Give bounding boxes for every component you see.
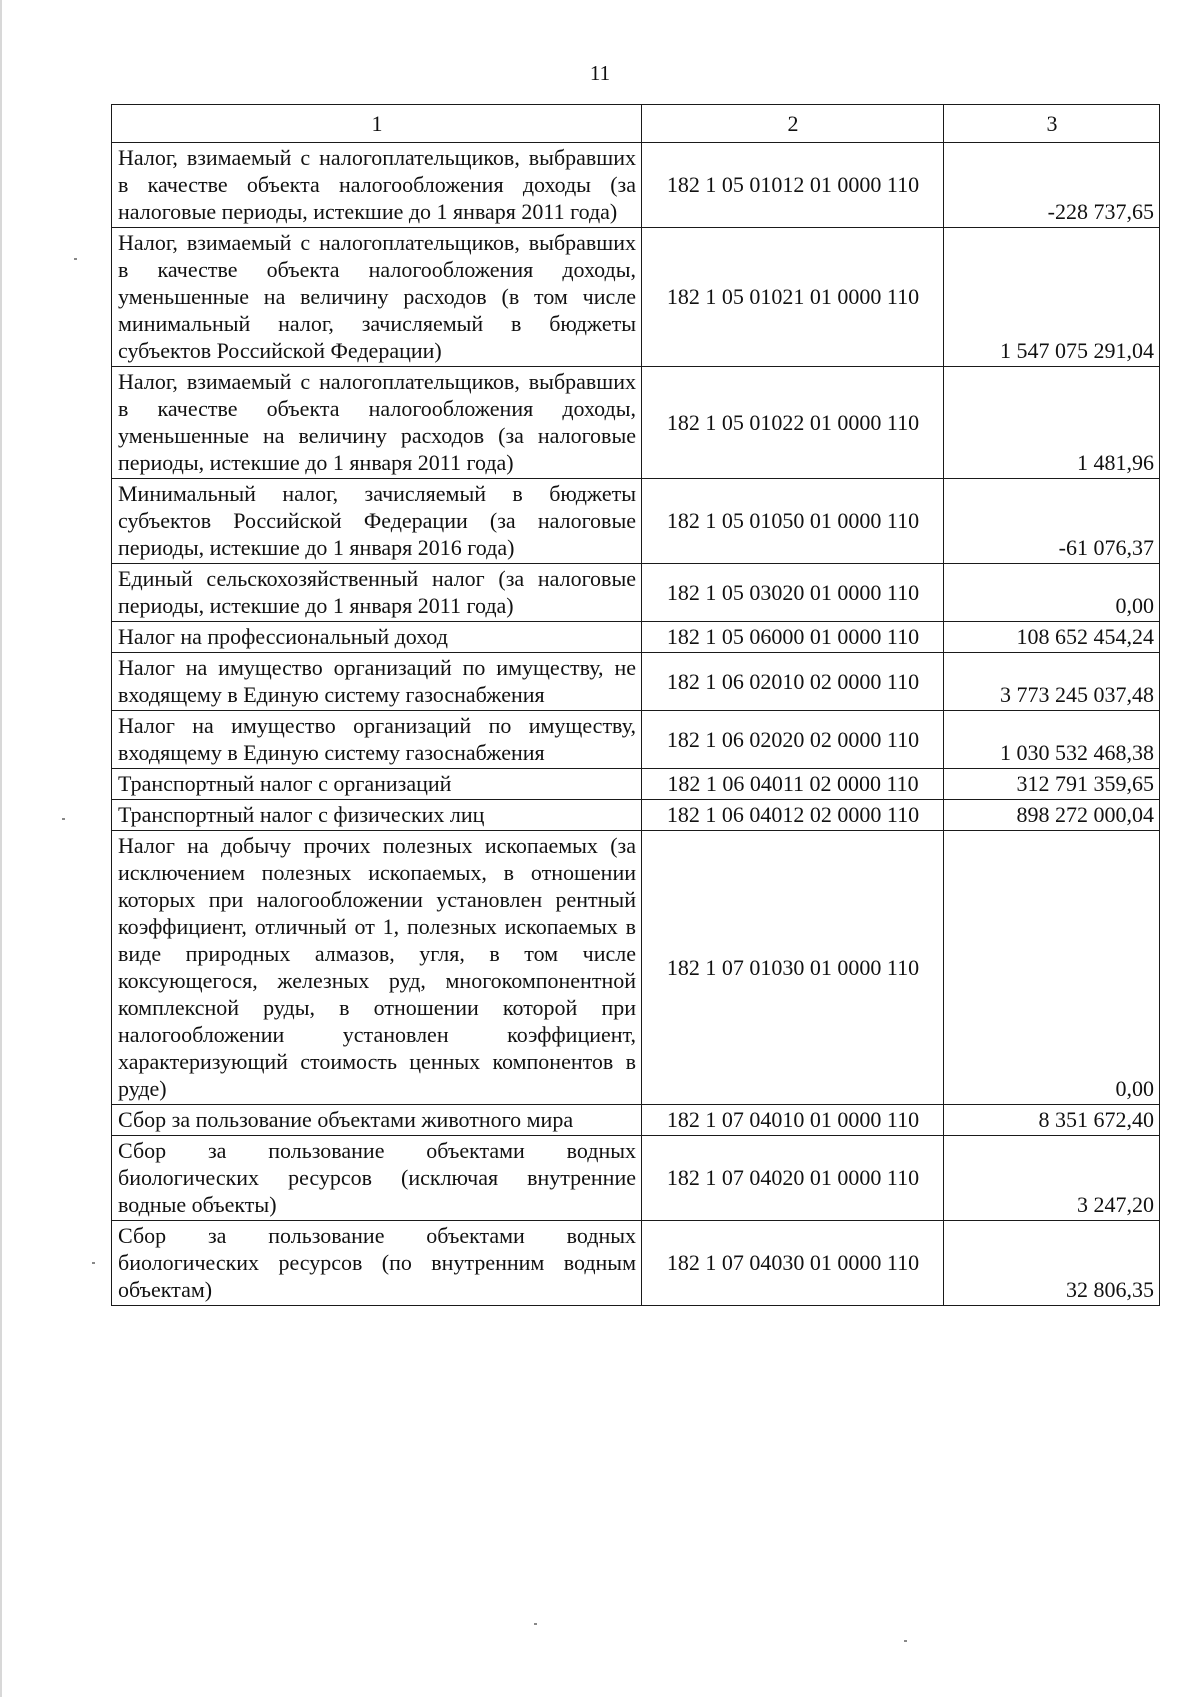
row-amount: 898 272 000,04 (944, 800, 1160, 831)
row-code: 182 1 07 04010 01 0000 110 (642, 1105, 944, 1136)
row-code: 182 1 06 04011 02 0000 110 (642, 769, 944, 800)
row-code: 182 1 05 01012 01 0000 110 (642, 143, 944, 228)
row-name: Транспортный налог с физических лиц (112, 800, 642, 831)
row-amount: 32 806,35 (944, 1221, 1160, 1306)
header-col-1: 1 (112, 105, 642, 143)
row-code: 182 1 07 04020 01 0000 110 (642, 1136, 944, 1221)
row-amount: 1 547 075 291,04 (944, 228, 1160, 367)
scan-left-edge (0, 0, 2, 1697)
row-amount: 0,00 (944, 831, 1160, 1105)
scan-speck (904, 1640, 907, 1642)
row-amount: 3 773 245 037,48 (944, 653, 1160, 711)
table-row (112, 367, 1160, 479)
scan-speck (534, 1623, 537, 1625)
table-row (112, 800, 1160, 831)
table-row (112, 1136, 1160, 1221)
row-name: Минимальный налог, зачисляемый в бюджеты субъектов Российской Федерации (за налоговые периоды, истекшие до 1 января 2016 года) (112, 479, 642, 564)
row-code: 182 1 06 04012 02 0000 110 (642, 800, 944, 831)
row-code: 182 1 05 01022 01 0000 110 (642, 367, 944, 479)
row-amount: -228 737,65 (944, 143, 1160, 228)
row-name: Налог, взимаемый с налогоплательщиков, выбравших в качестве объекта налогообложения доходы, уменьшенные на величину расходов (в том числе минимальный налог, зачисляемый в бюджеты субъектов Российской Федерации) (112, 228, 642, 367)
row-name: Налог, взимаемый с налогоплательщиков, выбравших в качестве объекта налогообложения доходы, уменьшенные на величину расходов (за налоговые периоды, истекшие до 1 января 2011 года) (112, 367, 642, 479)
row-amount: 0,00 (944, 564, 1160, 622)
table-header (112, 105, 1160, 143)
table-row (112, 143, 1160, 228)
row-name: Налог на имущество организаций по имуществу, входящему в Единую систему газоснабжения (112, 711, 642, 769)
row-code: 182 1 06 02010 02 0000 110 (642, 653, 944, 711)
scan-speck (92, 1262, 95, 1264)
row-name: Транспортный налог с организаций (112, 769, 642, 800)
row-name: Сбор за пользование объектами водных биологических ресурсов (по внутренним водным объектам) (112, 1221, 642, 1306)
table-row (112, 564, 1160, 622)
table-body (112, 143, 1160, 1306)
header-col-3: 3 (944, 105, 1160, 143)
row-code: 182 1 05 06000 01 0000 110 (642, 622, 944, 653)
page-number: 11 (589, 61, 611, 85)
row-amount: 108 652 454,24 (944, 622, 1160, 653)
revenue-table (111, 104, 1160, 1306)
table-row (112, 622, 1160, 653)
header-col-2: 2 (642, 105, 944, 143)
table-row (112, 769, 1160, 800)
row-code: 182 1 05 01021 01 0000 110 (642, 228, 944, 367)
row-amount: 1 030 532 468,38 (944, 711, 1160, 769)
table-row (112, 831, 1160, 1105)
table-row (112, 1105, 1160, 1136)
header-row (112, 105, 1160, 143)
table-row (112, 653, 1160, 711)
row-code: 182 1 07 01030 01 0000 110 (642, 831, 944, 1105)
table-row (112, 479, 1160, 564)
row-name: Сбор за пользование объектами животного мира (112, 1105, 642, 1136)
row-name: Налог на добычу прочих полезных ископаемых (за исключением полезных ископаемых, в отношении которых при налогообложении установлен рентный коэффициент, отличный от 1, полезных ископаемых в виде природных алмазов, угля, в том числе коксующегося, железных руд, многокомпонентной комплексной руды, в отношении которой при налогообложении установлен коэффициент, характеризующий стоимость ценных компонентов в руде) (112, 831, 642, 1105)
table-row (112, 228, 1160, 367)
row-name: Налог, взимаемый с налогоплательщиков, выбравших в качестве объекта налогообложения доходы (за налоговые периоды, истекшие до 1 января 2011 года) (112, 143, 642, 228)
row-code: 182 1 07 04030 01 0000 110 (642, 1221, 944, 1306)
row-name: Налог на профессиональный доход (112, 622, 642, 653)
row-amount: 8 351 672,40 (944, 1105, 1160, 1136)
row-amount: 3 247,20 (944, 1136, 1160, 1221)
table-row (112, 711, 1160, 769)
row-name: Единый сельскохозяйственный налог (за налоговые периоды, истекшие до 1 января 2011 года) (112, 564, 642, 622)
table-row (112, 1221, 1160, 1306)
row-code: 182 1 05 01050 01 0000 110 (642, 479, 944, 564)
row-amount: -61 076,37 (944, 479, 1160, 564)
row-amount: 1 481,96 (944, 367, 1160, 479)
scan-speck (74, 258, 77, 260)
row-code: 182 1 05 03020 01 0000 110 (642, 564, 944, 622)
row-amount: 312 791 359,65 (944, 769, 1160, 800)
row-name: Налог на имущество организаций по имуществу, не входящему в Единую систему газоснабжения (112, 653, 642, 711)
row-name: Сбор за пользование объектами водных биологических ресурсов (исключая внутренние водные объекты) (112, 1136, 642, 1221)
row-code: 182 1 06 02020 02 0000 110 (642, 711, 944, 769)
scan-speck (62, 818, 65, 820)
